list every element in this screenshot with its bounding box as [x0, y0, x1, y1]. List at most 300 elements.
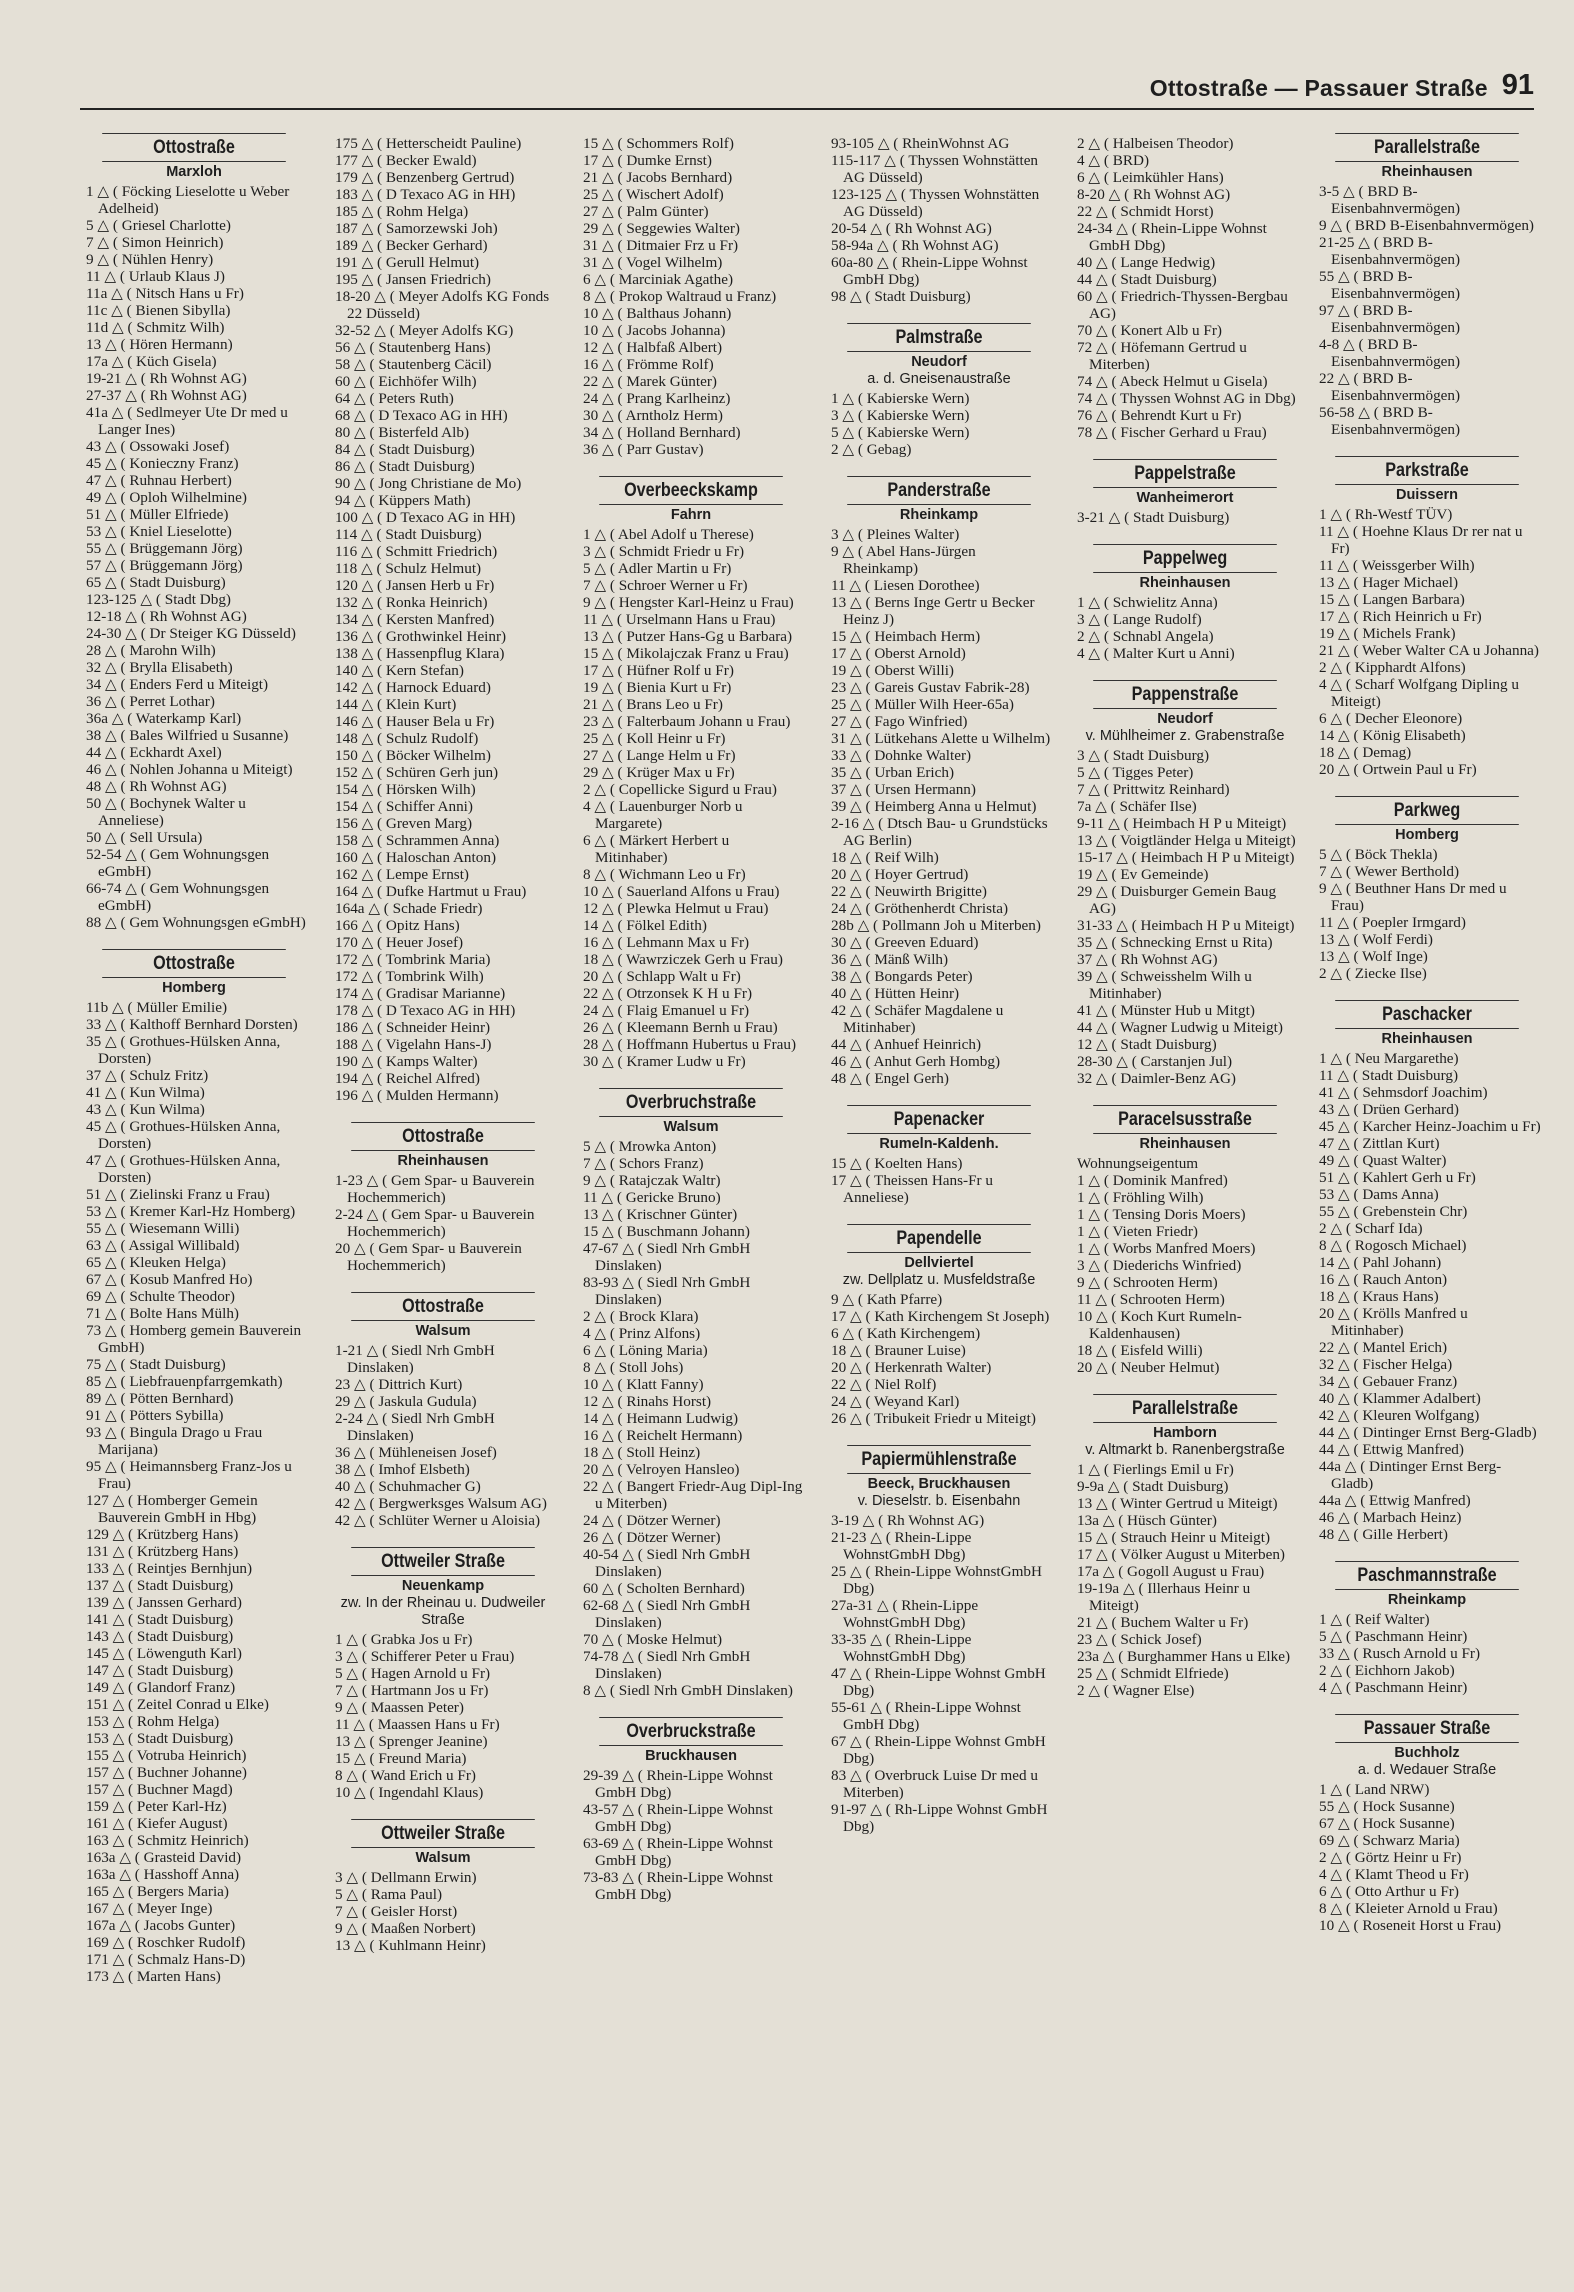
owner-entry: 53 △ ( Kremer Karl-Hz Homberg) [86, 1203, 296, 1220]
owner-entry: 30 △ ( Kramer Ludw u Fr) [583, 1053, 746, 1070]
owner-entry: 76 △ ( Behrendt Kurt u Fr) [1077, 407, 1242, 424]
street-block [1077, 459, 1299, 526]
owner-entry: 56 △ ( Stautenberg Hans) [335, 339, 491, 356]
owner-entry: 53 △ ( Kniel Lieselotte) [86, 523, 232, 540]
owner-entry: 20 △ ( Hoyer Gertrud) [831, 866, 969, 883]
owner-entry: 7 △ ( Hartmann Jos u Fr) [335, 1682, 489, 1699]
owner-entry: 1 △ ( Schwielitz Anna) [1077, 594, 1218, 611]
owner-entry: 22 △ ( Otrzonsek K H u Fr) [583, 985, 753, 1002]
owner-entry: 93-105 △ ( RheinWohnst AG [831, 135, 1010, 152]
entry-list [335, 1631, 557, 1801]
owner-entry: 41 △ ( Sehmsdorf Joachim) [1319, 1084, 1488, 1101]
owner-entry: 51 △ ( Kahlert Gerh u Fr) [1319, 1169, 1476, 1186]
owner-entry: 38 △ ( Bongards Peter) [831, 968, 973, 985]
street-name: Pappenstraße [1093, 680, 1277, 709]
entry-list [1319, 846, 1541, 982]
street-name: Ottweiler Straße [351, 1819, 535, 1848]
owner-entry: 163a △ ( Hasshoff Anna) [86, 1866, 240, 1883]
entry-list [831, 390, 1053, 458]
owner-entry: 41a △ ( Sedlmeyer Ute Dr med u Langer Ines) [86, 404, 288, 438]
owner-entry: 123-125 △ ( Thyssen Wohnstätten AG Düsseld) [831, 186, 1040, 220]
owner-entry: 2 △ ( Eichhorn Jakob) [1319, 1662, 1455, 1679]
owner-entry: 32 △ ( Fischer Helga) [1319, 1356, 1453, 1373]
owner-entry: 161 △ ( Kiefer August) [86, 1815, 228, 1832]
owner-entry: 47 △ ( Ruhnau Herbert) [86, 472, 232, 489]
owner-entry: 31 △ ( Vogel Wilhelm) [583, 254, 723, 271]
owner-entry: 28b △ ( Pollmann Joh u Miterben) [831, 917, 1041, 934]
district-name: Marxloh [166, 164, 222, 180]
owner-entry: 29 △ ( Seggewies Walter) [583, 220, 740, 237]
owner-entry: 16 △ ( Rauch Anton) [1319, 1271, 1448, 1288]
street-block [1077, 135, 1299, 441]
owner-entry: 2 △ ( Kipphardt Alfons) [1319, 659, 1466, 676]
owner-entry: 23 △ ( Gareis Gustav Fabrik-28) [831, 679, 1030, 696]
owner-entry: 118 △ ( Schulz Helmut) [335, 560, 482, 577]
owner-entry: 11b △ ( Müller Emilie) [86, 999, 228, 1016]
owner-entry: 29-39 △ ( Rhein-Lippe Wohnst GmbH Dbg) [583, 1767, 773, 1801]
owner-entry: 1 △ ( Dominik Manfred) [1077, 1172, 1228, 1189]
owner-entry: 9 △ ( Beuthner Hans Dr med u Frau) [1319, 880, 1507, 914]
owner-entry: 35 △ ( Urban Erich) [831, 764, 955, 781]
owner-entry: 44 △ ( Wagner Ludwig u Miteigt) [1077, 1019, 1283, 1036]
owner-entry: 49 △ ( Quast Walter) [1319, 1152, 1447, 1169]
owner-entry: 47 △ ( Grothues-Hülsken Anna, Dorsten) [86, 1152, 281, 1186]
owner-entry: 26 △ ( Tribukeit Friedr u Miteigt) [831, 1410, 1036, 1427]
owner-entry: 1 △ ( Kabierske Wern) [831, 390, 970, 407]
owner-entry: 131 △ ( Krützberg Hans) [86, 1543, 239, 1560]
owner-entry: 36 △ ( Mühleneisen Josef) [335, 1444, 497, 1461]
owner-entry: 42 △ ( Schäfer Magdalene u Mitinhaber) [831, 1002, 1004, 1036]
owner-entry: 73 △ ( Homberg gemein Bauverein GmbH) [86, 1322, 302, 1356]
owner-entry: 32 △ ( Daimler-Benz AG) [1077, 1070, 1236, 1087]
owner-entry: Wohnungseigentum [1077, 1155, 1199, 1172]
owner-entry: 4 △ ( Scharf Wolfgang Dipling u Miteigt) [1319, 676, 1519, 710]
owner-entry: 4 △ ( Lauenburger Norb u Margarete) [583, 798, 743, 832]
owner-entry: 174 △ ( Gradisar Marianne) [335, 985, 506, 1002]
owner-entry: 80 △ ( Bisterfeld Alb) [335, 424, 470, 441]
owner-entry: 145 △ ( Löwenguth Karl) [86, 1645, 242, 1662]
owner-entry: 7 △ ( Simon Heinrich) [86, 234, 224, 251]
owner-entry: 38 △ ( Bales Wilfried u Susanne) [86, 727, 289, 744]
owner-entry: 8 △ ( Kleieter Arnold u Frau) [1319, 1900, 1498, 1917]
owner-entry: 9 △ ( Ratajczak Waltr) [583, 1172, 721, 1189]
owner-entry: 13 △ ( Sprenger Jeanine) [335, 1733, 488, 1750]
owner-entry: 17 △ ( Völker August u Miterben) [1077, 1546, 1285, 1563]
street-block [1077, 680, 1299, 1087]
district-name: Homberg [1395, 827, 1459, 843]
owner-entry: 95 △ ( Heimannsberg Franz-Jos u Frau) [86, 1458, 292, 1492]
owner-entry: 194 △ ( Reichel Alfred) [335, 1070, 480, 1087]
owner-entry: 8-20 △ ( Rh Wohnst AG) [1077, 186, 1231, 203]
owner-entry: 48 △ ( Rh Wohnst AG) [86, 778, 227, 795]
owner-entry: 33-35 △ ( Rhein-Lippe WohnstGmbH Dbg) [831, 1631, 972, 1665]
owner-entry: 18 △ ( Eisfeld Willi) [1077, 1342, 1203, 1359]
entry-list [1077, 509, 1299, 526]
owner-entry: 188 △ ( Vigelahn Hans-J) [335, 1036, 492, 1053]
street-name: Parkweg [1335, 796, 1519, 825]
owner-entry: 44a △ ( Dintinger Ernst Berg-Gladb) [1319, 1458, 1502, 1492]
street-name: Overbruckstraße [599, 1717, 783, 1746]
owner-entry: 24-34 △ ( Rhein-Lippe Wohnst GmbH Dbg) [1077, 220, 1267, 254]
owner-entry: 40 △ ( Hütten Heinr) [831, 985, 960, 1002]
owner-entry: 195 △ ( Jansen Friedrich) [335, 271, 491, 288]
owner-entry: 1 △ ( Föcking Lieselotte u Weber Adelheid) [86, 183, 290, 217]
owner-entry: 3-5 △ ( BRD B-Eisenbahnvermögen) [1319, 183, 1461, 217]
owner-entry: 23 △ ( Falterbaum Johann u Frau) [583, 713, 791, 730]
owner-entry: 2 △ ( Halbeisen Theodor) [1077, 135, 1234, 152]
street-location-note: zw. Dellplatz u. Musfeldstraße [842, 1272, 1036, 1288]
owner-entry: 55 △ ( Grebenstein Chr) [1319, 1203, 1468, 1220]
owner-entry: 1 △ ( Land NRW) [1319, 1781, 1430, 1798]
owner-entry: 37 △ ( Ursen Hermann) [831, 781, 976, 798]
owner-entry: 46 △ ( Anhut Gerh Hombg) [831, 1053, 1001, 1070]
owner-entry: 89 △ ( Pötten Bernhard) [86, 1390, 234, 1407]
owner-entry: 15 △ ( Heimbach Herm) [831, 628, 981, 645]
street-name: Parkstraße [1335, 456, 1519, 485]
owner-entry: 3 △ ( Diederichs Winfried) [1077, 1257, 1242, 1274]
owner-entry: 6 △ ( Märkert Herbert u Mitinhaber) [583, 832, 730, 866]
owner-entry: 31 △ ( Lütkehans Alette u Wilhelm) [831, 730, 1051, 747]
owner-entry: 43-57 △ ( Rhein-Lippe Wohnst GmbH Dbg) [583, 1801, 773, 1835]
owner-entry: 56-58 △ ( BRD B-Eisenbahnvermögen) [1319, 404, 1461, 438]
entry-list [831, 135, 1053, 305]
owner-entry: 3 △ ( Schifferer Peter u Frau) [335, 1648, 515, 1665]
owner-entry: 5 △ ( Hagen Arnold u Fr) [335, 1665, 491, 1682]
running-title: Ottostraße — Passauer Straße [1149, 75, 1488, 101]
owner-entry: 27 △ ( Palm Günter) [583, 203, 709, 220]
owner-entry: 4 △ ( BRD) [1077, 152, 1150, 169]
district-name: Rheinhausen [397, 1153, 489, 1169]
owner-entry: 57 △ ( Brüggemann Jörg) [86, 557, 243, 574]
owner-entry: 27a-31 △ ( Rhein-Lippe WohnstGmbH Dbg) [831, 1597, 979, 1631]
entry-list [1319, 1050, 1541, 1543]
street-block [86, 133, 308, 931]
street-name: Overbeeckskamp [599, 476, 783, 505]
directory-column-2 [335, 133, 557, 1972]
owner-entry: 8 △ ( Prokop Waltraud u Franz) [583, 288, 777, 305]
owner-entry: 37 △ ( Rh Wohnst AG) [1077, 951, 1218, 968]
owner-entry: 25 △ ( Rhein-Lippe WohnstGmbH Dbg) [831, 1563, 1042, 1597]
owner-entry: 60 △ ( Eichhöfer Wilh) [335, 373, 477, 390]
district-name: Rheinkamp [899, 507, 979, 523]
owner-entry: 9 △ ( Hengster Karl-Heinz u Frau) [583, 594, 794, 611]
owner-entry: 5 △ ( Tigges Peter) [1077, 764, 1194, 781]
owner-entry: 143 △ ( Stadt Duisburg) [86, 1628, 234, 1645]
owner-entry: 154 △ ( Schiffer Anni) [335, 798, 473, 815]
owner-entry: 157 △ ( Buchner Magd) [86, 1781, 233, 1798]
owner-entry: 154 △ ( Hörsken Wilh) [335, 781, 476, 798]
owner-entry: 27-37 △ ( Rh Wohnst AG) [86, 387, 247, 404]
street-block [1319, 1000, 1541, 1543]
owner-entry: 13 △ ( Wolf Ferdi) [1319, 931, 1433, 948]
owner-entry: 4 △ ( Malter Kurt u Anni) [1077, 645, 1235, 662]
owner-entry: 2 △ ( Brock Klara) [583, 1308, 699, 1325]
owner-entry: 22 △ ( Schmidt Horst) [1077, 203, 1214, 220]
street-block [1077, 1105, 1299, 1376]
owner-entry: 62-68 △ ( Siedl Nrh GmbH Dinslaken) [583, 1597, 751, 1631]
owner-entry: 58 △ ( Stautenberg Cäcil) [335, 356, 492, 373]
owner-entry: 69 △ ( Schwarz Maria) [1319, 1832, 1460, 1849]
owner-entry: 8 △ ( Siedl Nrh GmbH Dinslaken) [583, 1682, 793, 1699]
owner-entry: 167 △ ( Meyer Inge) [86, 1900, 213, 1917]
owner-entry: 24 △ ( Gröthenherdt Christa) [831, 900, 1009, 917]
owner-entry: 84 △ ( Stadt Duisburg) [335, 441, 475, 458]
owner-entry: 68 △ ( D Texaco AG in HH) [335, 407, 508, 424]
owner-entry: 21-23 △ ( Rhein-Lippe WohnstGmbH Dbg) [831, 1529, 972, 1563]
owner-entry: 60a-80 △ ( Rhein-Lippe Wohnst GmbH Dbg) [831, 254, 1028, 288]
owner-entry: 10 △ ( Ingendahl Klaus) [335, 1784, 484, 1801]
owner-entry: 152 △ ( Schüren Gerh jun) [335, 764, 499, 781]
owner-entry: 19 △ ( Bienia Kurt u Fr) [583, 679, 732, 696]
owner-entry: 170 △ ( Heuer Josef) [335, 934, 464, 951]
district-name: Walsum [663, 1119, 719, 1135]
owner-entry: 19 △ ( Michels Frank) [1319, 625, 1456, 642]
owner-entry: 18 △ ( Kraus Hans) [1319, 1288, 1439, 1305]
owner-entry: 163 △ ( Schmitz Heinrich) [86, 1832, 249, 1849]
owner-entry: 16 △ ( Frömme Rolf) [583, 356, 714, 373]
entry-list [831, 1512, 1053, 1835]
owner-entry: 5 △ ( Rama Paul) [335, 1886, 443, 1903]
owner-entry: 5 △ ( Adler Martin u Fr) [583, 560, 732, 577]
district-name: Hamborn [1153, 1425, 1217, 1441]
owner-entry: 42 △ ( Kleuren Wolfgang) [1319, 1407, 1480, 1424]
street-block [1319, 133, 1541, 438]
owner-entry: 16 △ ( Reichelt Hermann) [583, 1427, 743, 1444]
street-block [831, 476, 1053, 1087]
owner-entry: 74 △ ( Abeck Helmut u Gisela) [1077, 373, 1268, 390]
owner-entry: 26 △ ( Kleemann Bernh u Frau) [583, 1019, 778, 1036]
street-name: Paschmannstraße [1335, 1561, 1519, 1590]
owner-entry: 52-54 △ ( Gem Wohnungsgen eGmbH) [86, 846, 270, 880]
owner-entry: 72 △ ( Höfemann Gertrud u Miterben) [1077, 339, 1247, 373]
owner-entry: 74-78 △ ( Siedl Nrh GmbH Dinslaken) [583, 1648, 751, 1682]
street-block [583, 1717, 805, 1903]
street-block [1077, 544, 1299, 662]
owner-entry: 183 △ ( D Texaco AG in HH) [335, 186, 516, 203]
owner-entry: 25 △ ( Müller Wilh Heer-65a) [831, 696, 1014, 713]
owner-entry: 123-125 △ ( Stadt Dbg) [86, 591, 231, 608]
owner-entry: 13 △ ( Winter Gertrud u Miteigt) [1077, 1495, 1278, 1512]
owner-entry: 21 △ ( Jacobs Bernhard) [583, 169, 733, 186]
owner-entry: 1 △ ( Worbs Manfred Moers) [1077, 1240, 1256, 1257]
owner-entry: 32-52 △ ( Meyer Adolfs KG) [335, 322, 514, 339]
owner-entry: 10 △ ( Sauerland Alfons u Frau) [583, 883, 780, 900]
owner-entry: 3 △ ( Stadt Duisburg) [1077, 747, 1210, 764]
owner-entry: 11d △ ( Schmitz Wilh) [86, 319, 225, 336]
owner-entry: 11 △ ( Urselmann Hans u Frau) [583, 611, 776, 628]
owner-entry: 32 △ ( Brylla Elisabeth) [86, 659, 233, 676]
owner-entry: 163a △ ( Grasteid David) [86, 1849, 242, 1866]
owner-entry: 22 △ ( Mantel Erich) [1319, 1339, 1448, 1356]
owner-entry: 11 △ ( Gericke Bruno) [583, 1189, 721, 1206]
owner-entry: 67 △ ( Kosub Manfred Ho) [86, 1271, 253, 1288]
owner-entry: 148 △ ( Schulz Rudolf) [335, 730, 479, 747]
owner-entry: 58-94a △ ( Rh Wohnst AG) [831, 237, 999, 254]
owner-entry: 13 △ ( Krischner Günter) [583, 1206, 738, 1223]
owner-entry: 55 △ ( BRD B-Eisenbahnvermögen) [1319, 268, 1461, 302]
street-block [335, 1547, 557, 1801]
street-location-note: v. Dieselstr. b. Eisenbahn [857, 1493, 1021, 1509]
street-name: Paracelsusstraße [1093, 1105, 1277, 1134]
owner-entry: 40 △ ( Schuhmacher G) [335, 1478, 481, 1495]
district-name: Rheinhausen [1139, 575, 1231, 591]
entry-list [583, 135, 805, 458]
owner-entry: 19-19a △ ( Illerhaus Heinr u Miteigt) [1077, 1580, 1251, 1614]
owner-entry: 1 △ ( Tensing Doris Moers) [1077, 1206, 1246, 1223]
owner-entry: 29 △ ( Jaskula Gudula) [335, 1393, 477, 1410]
owner-entry: 147 △ ( Stadt Duisburg) [86, 1662, 234, 1679]
owner-entry: 51 △ ( Müller Elfriede) [86, 506, 229, 523]
street-location-note: v. Altmarkt b. Ranenbergstraße [1085, 1442, 1285, 1458]
owner-entry: 65 △ ( Stadt Duisburg) [86, 574, 226, 591]
owner-entry: 127 △ ( Homberger Gemein Bauverein GmbH in Hbg) [86, 1492, 258, 1526]
owner-entry: 63 △ ( Assigal Willibald) [86, 1237, 240, 1254]
owner-entry: 1 △ ( Rh-Westf TÜV) [1319, 506, 1453, 523]
owner-entry: 1 △ ( Reif Walter) [1319, 1611, 1430, 1628]
owner-entry: 44 △ ( Eckhardt Axel) [86, 744, 222, 761]
owner-entry: 19-21 △ ( Rh Wohnst AG) [86, 370, 247, 387]
owner-entry: 33 △ ( Rusch Arnold u Fr) [1319, 1645, 1481, 1662]
entry-list [831, 1155, 1053, 1206]
owner-entry: 14 △ ( Heimann Ludwig) [583, 1410, 739, 1427]
owner-entry: 11a △ ( Nitsch Hans u Fr) [86, 285, 244, 302]
owner-entry: 9 △ ( BRD B-Eisenbahnvermögen) [1319, 217, 1534, 234]
street-name: Overbruchstraße [599, 1088, 783, 1117]
owner-entry: 2-16 △ ( Dtsch Bau- u Grundstücks AG Berlin) [831, 815, 1048, 849]
owner-entry: 1 △ ( Vieten Friedr) [1077, 1223, 1198, 1240]
entry-list [1077, 1461, 1299, 1699]
owner-entry: 23 △ ( Dittrich Kurt) [335, 1376, 463, 1393]
owner-entry: 5 △ ( Paschmann Heinr) [1319, 1628, 1468, 1645]
owner-entry: 11 △ ( Weissgerber Wilh) [1319, 557, 1475, 574]
owner-entry: 47 △ ( Zittlan Kurt) [1319, 1135, 1440, 1152]
owner-entry: 132 △ ( Ronka Heinrich) [335, 594, 488, 611]
owner-entry: 169 △ ( Roschker Rudolf) [86, 1934, 246, 1951]
owner-entry: 1 △ ( Neu Margarethe) [1319, 1050, 1459, 1067]
owner-entry: 137 △ ( Stadt Duisburg) [86, 1577, 234, 1594]
owner-entry: 8 △ ( Stoll Johs) [583, 1359, 684, 1376]
owner-entry: 17 △ ( Dumke Ernst) [583, 152, 712, 169]
owner-entry: 55-61 △ ( Rhein-Lippe Wohnst GmbH Dbg) [831, 1699, 1021, 1733]
owner-entry: 34 △ ( Gebauer Franz) [1319, 1373, 1458, 1390]
owner-entry: 4 △ ( Paschmann Heinr) [1319, 1679, 1468, 1696]
page-header [80, 62, 1534, 110]
owner-entry: 15 △ ( Mikolajczak Franz u Frau) [583, 645, 789, 662]
owner-entry: 17a △ ( Gogoll August u Frau) [1077, 1563, 1265, 1580]
street-name: Ottostraße [102, 133, 286, 162]
owner-entry: 155 △ ( Votruba Heinrich) [86, 1747, 247, 1764]
owner-entry: 34 △ ( Holland Bernhard) [583, 424, 741, 441]
owner-entry: 190 △ ( Kamps Walter) [335, 1053, 478, 1070]
owner-entry: 177 △ ( Becker Ewald) [335, 152, 477, 169]
owner-entry: 4 △ ( Klamt Theod u Fr) [1319, 1866, 1469, 1883]
owner-entry: 45 △ ( Grothues-Hülsken Anna, Dorsten) [86, 1118, 281, 1152]
owner-entry: 1-23 △ ( Gem Spar- u Bauverein Hochemmerich) [335, 1172, 535, 1206]
owner-entry: 22 △ ( Neuwirth Brigitte) [831, 883, 987, 900]
owner-entry: 10 △ ( Roseneit Horst u Frau) [1319, 1917, 1502, 1934]
owner-entry: 45 △ ( Konieczny Franz) [86, 455, 239, 472]
page-number: 91 [1501, 69, 1534, 101]
owner-entry: 140 △ ( Kern Stefan) [335, 662, 464, 679]
owner-entry: 63-69 △ ( Rhein-Lippe Wohnst GmbH Dbg) [583, 1835, 773, 1869]
entry-list [86, 183, 308, 931]
street-block [583, 135, 805, 458]
owner-entry: 91-97 △ ( Rh-Lippe Wohnst GmbH Dbg) [831, 1801, 1048, 1835]
owner-entry: 21 △ ( Weber Walter CA u Johanna) [1319, 642, 1539, 659]
owner-entry: 8 △ ( Wand Erich u Fr) [335, 1767, 476, 1784]
owner-entry: 164 △ ( Dufke Hartmut u Frau) [335, 883, 527, 900]
district-name: Walsum [415, 1850, 471, 1866]
entry-list [1319, 183, 1541, 438]
owner-entry: 50 △ ( Sell Ursula) [86, 829, 203, 846]
owner-entry: 15-17 △ ( Heimbach H P u Miteigt) [1077, 849, 1295, 866]
owner-entry: 35 △ ( Schnecking Ernst u Rita) [1077, 934, 1273, 951]
street-name: Papendelle [847, 1224, 1031, 1253]
street-block [831, 135, 1053, 305]
owner-entry: 11 △ ( Maassen Hans u Fr) [335, 1716, 500, 1733]
owner-entry: 24 △ ( Dötzer Werner) [583, 1512, 721, 1529]
owner-entry: 30 △ ( Greeven Eduard) [831, 934, 979, 951]
owner-entry: 94 △ ( Küppers Math) [335, 492, 471, 509]
owner-entry: 44a △ ( Ettwig Manfred) [1319, 1492, 1471, 1509]
owner-entry: 40 △ ( Klammer Adalbert) [1319, 1390, 1481, 1407]
owner-entry: 51 △ ( Zielinski Franz u Frau) [86, 1186, 270, 1203]
owner-entry: 116 △ ( Schmitt Friedrich) [335, 543, 498, 560]
street-name: Papenacker [847, 1105, 1031, 1134]
owner-entry: 3 △ ( Dellmann Erwin) [335, 1869, 477, 1886]
owner-entry: 11 △ ( Stadt Duisburg) [1319, 1067, 1459, 1084]
owner-entry: 20-54 △ ( Rh Wohnst AG) [831, 220, 992, 237]
owner-entry: 134 △ ( Kersten Manfred) [335, 611, 495, 628]
owner-entry: 27 △ ( Lange Helm u Fr) [583, 747, 736, 764]
street-block [831, 1224, 1053, 1427]
owner-entry: 8 △ ( Wichmann Leo u Fr) [583, 866, 746, 883]
owner-entry: 33 △ ( Dohnke Walter) [831, 747, 972, 764]
owner-entry: 85 △ ( Liebfrauenpfarrgemkath) [86, 1373, 283, 1390]
owner-entry: 189 △ ( Becker Gerhard) [335, 237, 488, 254]
owner-entry: 40 △ ( Lange Hedwig) [1077, 254, 1216, 271]
owner-entry: 34 △ ( Enders Ferd u Miteigt) [86, 676, 269, 693]
owner-entry: 22 △ ( BRD B-Eisenbahnvermögen) [1319, 370, 1461, 404]
owner-entry: 69 △ ( Schulte Theodor) [86, 1288, 235, 1305]
owner-entry: 26 △ ( Dötzer Werner) [583, 1529, 721, 1546]
owner-entry: 7 △ ( Geisler Horst) [335, 1903, 458, 1920]
owner-entry: 1-21 △ ( Siedl Nrh GmbH Dinslaken) [335, 1342, 495, 1376]
owner-entry: 156 △ ( Greven Marg) [335, 815, 473, 832]
owner-entry: 165 △ ( Bergers Maria) [86, 1883, 229, 1900]
owner-entry: 2 △ ( Schnabl Angela) [1077, 628, 1214, 645]
owner-entry: 13 △ ( Voigtländer Helga u Miteigt) [1077, 832, 1296, 849]
district-name: Neudorf [911, 354, 967, 370]
owner-entry: 39 △ ( Heimberg Anna u Helmut) [831, 798, 1037, 815]
street-location-note: a. d. Gneisenaustraße [867, 371, 1011, 387]
owner-entry: 17 △ ( Oberst Arnold) [831, 645, 966, 662]
owner-entry: 13 △ ( Putzer Hans-Gg u Barbara) [583, 628, 793, 645]
owner-entry: 30 △ ( Arntholz Herm) [583, 407, 723, 424]
street-block [831, 323, 1053, 458]
owner-entry: 133 △ ( Reintjes Bernhjun) [86, 1560, 253, 1577]
entry-list [335, 1172, 557, 1274]
owner-entry: 25 △ ( Schmidt Elfriede) [1077, 1665, 1229, 1682]
owner-entry: 28-30 △ ( Carstanjen Jul) [1077, 1053, 1233, 1070]
owner-entry: 20 △ ( Schlapp Walt u Fr) [583, 968, 741, 985]
owner-entry: 3 △ ( Lange Rudolf) [1077, 611, 1202, 628]
entry-list [831, 1291, 1053, 1427]
owner-entry: 8 △ ( Rogosch Michael) [1319, 1237, 1467, 1254]
owner-entry: 9 △ ( Maassen Peter) [335, 1699, 464, 1716]
owner-entry: 71 △ ( Bolte Hans Mülh) [86, 1305, 239, 1322]
owner-entry: 88 △ ( Gem Wohnungsgen eGmbH) [86, 914, 306, 931]
